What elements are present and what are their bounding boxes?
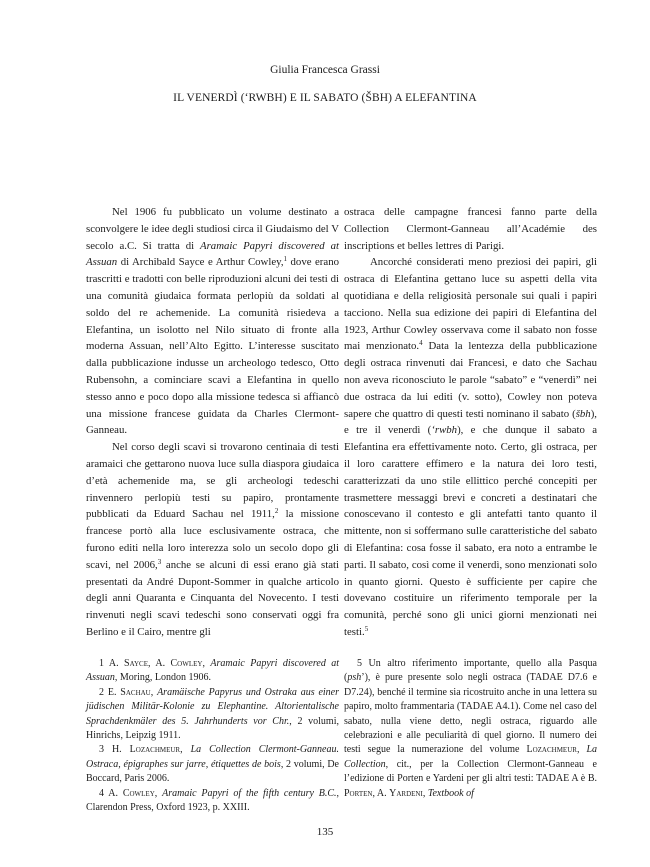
text-run: Sachau bbox=[120, 686, 151, 698]
text-run: La Collection bbox=[344, 744, 597, 770]
text-run: Aramaic Papyri discovered at Assuan bbox=[86, 239, 339, 269]
text-run: , Clarendon Press, Oxford 1923, p. XXIII. bbox=[86, 787, 340, 814]
text-run: , Moring, London 1906. bbox=[114, 672, 212, 684]
footnotes-right bbox=[344, 657, 597, 801]
text-run: , bbox=[180, 744, 191, 756]
text-run: , 2 volumi, De Boccard, Paris 2006. bbox=[86, 758, 339, 785]
text-run: Cowley bbox=[122, 787, 155, 799]
footnote-ref: 4 bbox=[419, 339, 423, 348]
footnote-ref: 5 bbox=[364, 624, 369, 633]
text-run: , 2 volumi, Hinrichs, Leipzig 1911. bbox=[86, 715, 339, 742]
text-run: Aramaic Papyri of the fifth century B.C. bbox=[162, 787, 337, 799]
text-run: E. bbox=[104, 686, 121, 698]
text-run: La Collection Clermont-Ganneau. Ostraca, épigraphes sur jarre, étiquettes de bois bbox=[86, 744, 339, 770]
text-run: , bbox=[150, 686, 158, 698]
footnote bbox=[86, 787, 339, 816]
text-run: Nel 1906 fu pubblicato un volume destinato a sconvolgere le idee degli studiosi circa il Giudaismo del V secolo a.C. Si tratta di bbox=[86, 206, 339, 252]
text-run: H. bbox=[104, 744, 130, 756]
text-run: 4 bbox=[99, 787, 104, 799]
text-run: Ancorché considerati meno preziosi dei papiri, gli ostraca di Elefantina gettano luce su aspetti della vita quotidiana e della religiosità personale sui quali i papiri tacciono. Nella sua edizione dei papiri di Elefantina del 1923, Arthur Cowley osservava come il sabato non fosse mai menzionato. bbox=[344, 256, 597, 353]
text-run: A. bbox=[104, 787, 123, 799]
footnote-ref: 3 bbox=[157, 557, 162, 566]
text-run: Yardeni bbox=[389, 787, 423, 799]
text-run: , A. bbox=[372, 787, 390, 799]
text-run: , bbox=[422, 787, 428, 799]
text-run: Lozachmeur bbox=[129, 744, 181, 756]
text-run: 1 bbox=[99, 658, 104, 669]
footnotes-left bbox=[86, 657, 339, 815]
footnote-ref: 2 bbox=[274, 507, 279, 516]
text-run: , cit., per la Collection Clermont-Ganneau e l’edizione di Porten e Yardeni per gli altri testi: TADAE A è B. bbox=[344, 758, 597, 785]
text-run: ’), è pure presente solo negli ostraca (TADAE D7.6 e D7.24), benché il termine sia ricostruito anche in una lettera su papiro, molto frammentaria (TADAE A4.1). Come nel caso del sabato, nulla viene detto, negli ostraca, riguardo alle celebrazioni e alle peculiarità di quel giorno. Il numero dei testi segue la numerazione del volume bbox=[344, 672, 597, 756]
text-run: la missione francese portò alla luce esclusivamente ostraca, che furono editi nella loro interezza solo un secolo dopo gli scavi, nel 2006, bbox=[86, 508, 339, 571]
text-run: ʻrwbh bbox=[431, 424, 458, 437]
text-run: ), e tre il venerdì ( bbox=[344, 407, 597, 437]
text-run: dove erano trascritti e tradotti con belle riproduzioni alcuni dei testi di una comunità giudaica formata perlopiù da soldati al soldo del re achemenide. La comunità risiedeva a Elefantina, un isolotto nel Nilo situato di fronte alla moderna Assuan, nell’Alto Egitto. L’interesse suscitato dalla pubblicazione indusse un archeologo tedesco, Otto Rubensohn, a cominciare scavi a Elefantina in quello stesso anno e poco dopo alla missione tedesca si affiancò una missione francese guidata da Charles Clermont-Ganneau. bbox=[86, 256, 339, 437]
footnote bbox=[86, 657, 339, 686]
running-author: Giulia Francesca Grassi bbox=[270, 64, 380, 76]
text-run: Porten bbox=[344, 787, 373, 799]
text-run: Textbook of bbox=[427, 787, 474, 799]
text-run: Nel corso degli scavi si trovarono centinaia di testi aramaici che gettarono nuova luce sulla diaspora giudaica d’età achemenide ma, se gli archeologi tedeschi rinvennero perlopiù testi su papiro, prontamente pubblicati da Eduard Sachau nel 1911, bbox=[86, 441, 339, 521]
text-run: Aramaic Papyri discovered at Assuan bbox=[86, 658, 340, 684]
text-run: , A. bbox=[148, 658, 171, 669]
text-run: Lozachmeur bbox=[526, 744, 577, 756]
text-run: di Archibald Sayce e Arthur Cowley, bbox=[117, 256, 284, 269]
body-column-right bbox=[344, 204, 597, 641]
text-run: psh bbox=[347, 672, 362, 684]
text-run: A. bbox=[104, 658, 125, 669]
article-title: IL VENERDÌ (ʻRWBH) E IL SABATO (ŠBH) A ELEFANTINA bbox=[173, 92, 477, 104]
text-run: Sayce bbox=[124, 658, 148, 669]
footnote-ref: 1 bbox=[283, 255, 288, 264]
footnote bbox=[86, 686, 339, 744]
text-run: , bbox=[154, 787, 163, 799]
text-run: ), e che dunque il sabato a Elefantina era effettivamente noto. Certo, gli ostraca, per il loro carattere effimero e la natura dei loro testi, caratterizzati da uno stile ellittico perché concepiti per trasmettere messaggi brevi e concreti a destinatari che conoscevano il contesto e gli antefatti tanto quanto il mittente, non si soffermano sulle caratteristiche del sabato di Elefantina: cosa fosse il sabato, era noto a entrambe le parti. Il sabato, così come il venerdì, sono menzionati solo in quanto giorni. Questo è sufficiente per capire che dovevano costituire un riferimento temporale per la comunità, perché sono gli unici giorni menzionati nei testi. bbox=[344, 424, 597, 638]
text-run: Un altro riferimento importante, quello alla Pasqua ( bbox=[344, 658, 597, 684]
paragraph bbox=[86, 439, 339, 641]
paragraph bbox=[344, 204, 597, 254]
text-run: Data la lentezza della pubblicazione degli ostraca rinvenuti dai Francesi, e dato che Sachau non aveva riconosciuto le parole “sabato” e “venerdì” nei due ostraca da lui editi (v. sotto), Cowley non poteva sapere che quattro di questi testi nominano il sabato ( bbox=[344, 340, 597, 420]
paragraph bbox=[86, 204, 339, 439]
text-run: 3 bbox=[99, 744, 104, 756]
text-run: 2 bbox=[99, 686, 104, 698]
footnote bbox=[86, 743, 339, 786]
text-run: 5 bbox=[357, 658, 362, 669]
text-run: , bbox=[576, 744, 587, 756]
paragraph bbox=[344, 254, 597, 640]
text-run: , bbox=[202, 658, 211, 669]
text-run: šbh bbox=[575, 407, 591, 420]
text-run: Cowley bbox=[170, 658, 203, 669]
text-run: anche se alcuni di essi erano già stati presentati da André Dupont-Sommer in qualche articolo degli anni Quaranta e Cinquanta del Novecento. I testi rinvenuti negli scavi tedeschi sono conservati oggi fra Berlino e il Cairo, mentre gli bbox=[86, 558, 339, 638]
body-column-left bbox=[86, 204, 339, 641]
text-run: Aramäische Papyrus und Ostraka aus einer jüdischen Militär-Kolonie zu Elephantine. Altorientalische Sprachdenkmäler des 5. Jahrhunderts vor Chr. bbox=[86, 686, 340, 727]
page-number: 135 bbox=[316, 826, 334, 838]
text-run: ostraca delle campagne francesi fanno parte della Collection Clermont-Ganneau all’Académie des inscriptions et belles lettres di Parigi. bbox=[344, 206, 597, 252]
footnote bbox=[344, 657, 597, 801]
